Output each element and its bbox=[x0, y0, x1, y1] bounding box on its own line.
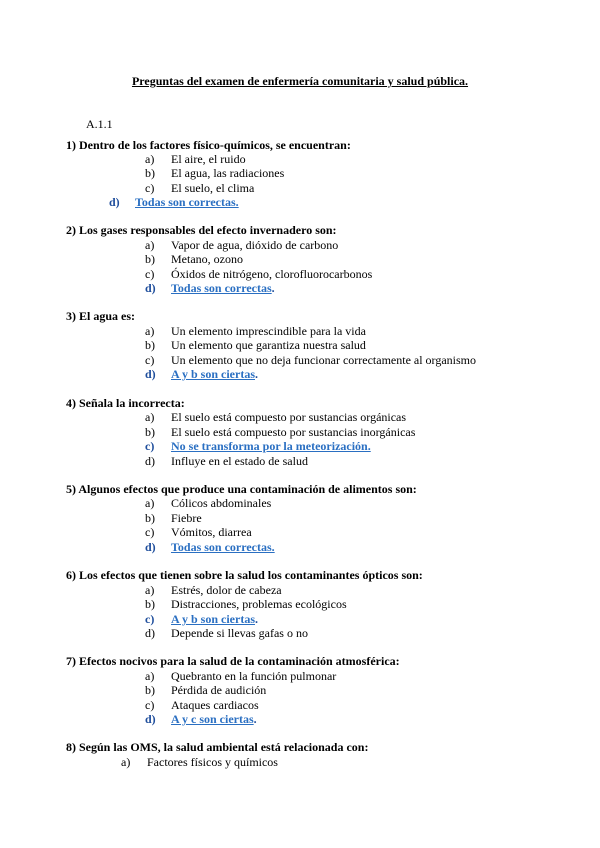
option-text: El agua, las radiaciones bbox=[171, 166, 285, 180]
option-letter: a) bbox=[145, 583, 155, 597]
q2-option-a bbox=[145, 238, 338, 253]
option-letter: b) bbox=[145, 252, 155, 266]
question-8: 8) Según las OMS, la salud ambiental está relacionada con: bbox=[66, 740, 369, 754]
option-letter: a) bbox=[121, 755, 131, 769]
question-5: 5) Algunos efectos que produce una contaminación de alimentos son: bbox=[66, 482, 417, 496]
option-letter: b) bbox=[145, 683, 155, 697]
option-letter: c) bbox=[145, 181, 155, 195]
q7-option-c bbox=[145, 698, 259, 713]
q1-option-a bbox=[145, 152, 246, 167]
option-letter: d) bbox=[145, 626, 155, 640]
correct-answer-link[interactable]: Todas son correctas bbox=[171, 281, 272, 295]
option-text: Factores físicos y químicos bbox=[147, 755, 278, 769]
q1-option-b bbox=[145, 166, 284, 181]
option-text: Pérdida de audición bbox=[171, 683, 267, 697]
q5-option-d bbox=[145, 540, 275, 555]
option-letter: a) bbox=[145, 238, 155, 252]
correct-answer-link[interactable]: A y b son ciertas bbox=[171, 367, 255, 381]
option-letter: c) bbox=[145, 612, 155, 626]
q3-option-c bbox=[145, 353, 476, 368]
option-text: Ataques cardiacos bbox=[171, 698, 259, 712]
q3-option-b bbox=[145, 338, 366, 353]
option-letter: a) bbox=[145, 669, 155, 683]
correct-answer-link[interactable]: Todas son correctas. bbox=[171, 540, 275, 554]
option-letter: a) bbox=[145, 152, 155, 166]
q6-option-d bbox=[145, 626, 308, 641]
option-letter: b) bbox=[145, 425, 155, 439]
option-letter: a) bbox=[145, 410, 155, 424]
q6-option-b bbox=[145, 597, 347, 612]
section-code: A.1.1 bbox=[86, 117, 113, 131]
option-letter: c) bbox=[145, 525, 155, 539]
option-text: Un elemento imprescindible para la vida bbox=[171, 324, 366, 338]
option-letter: b) bbox=[145, 166, 155, 180]
question-2: 2) Los gases responsables del efecto invernadero son: bbox=[66, 223, 337, 237]
option-letter: b) bbox=[145, 511, 155, 525]
option-text: Metano, ozono bbox=[171, 252, 243, 266]
option-letter: d) bbox=[145, 281, 156, 295]
q7-option-b bbox=[145, 683, 266, 698]
question-1: 1) Dentro de los factores físico-químicos, se encuentran: bbox=[66, 138, 351, 152]
option-letter: c) bbox=[145, 267, 155, 281]
q2-option-d: d) Todas son correctas. bbox=[145, 281, 275, 295]
option-letter: c) bbox=[145, 698, 155, 712]
document-title: Preguntas del examen de enfermería comunitaria y salud pública. bbox=[131, 74, 469, 88]
q8-option-a bbox=[121, 755, 278, 770]
question-4: 4) Señala la incorrecta: bbox=[66, 396, 185, 410]
option-text: Vómitos, diarrea bbox=[171, 525, 252, 539]
option-text: Un elemento que garantiza nuestra salud bbox=[171, 338, 366, 352]
q5-option-b bbox=[145, 511, 202, 526]
option-letter: d) bbox=[145, 454, 155, 468]
option-text: Vapor de agua, dióxido de carbono bbox=[171, 238, 339, 252]
correct-answer-link[interactable]: A y b son ciertas bbox=[171, 612, 255, 626]
question-3: 3) El agua es: bbox=[66, 309, 135, 323]
q5-option-a bbox=[145, 496, 271, 511]
correct-answer-link[interactable]: Todas son correctas. bbox=[135, 195, 239, 209]
option-text: Un elemento que no deja funcionar correctamente al organismo bbox=[171, 353, 476, 367]
option-letter: d) bbox=[109, 195, 120, 209]
option-text: Óxidos de nitrógeno, clorofluorocarbonos bbox=[171, 267, 373, 281]
option-letter: c) bbox=[145, 439, 155, 453]
q3-option-a bbox=[145, 324, 366, 339]
option-text: El suelo está compuesto por sustancias orgánicas bbox=[171, 410, 407, 424]
q1-option-d bbox=[109, 195, 239, 210]
correct-answer-link[interactable]: No se transforma por la meteorización. bbox=[171, 439, 371, 453]
option-letter: c) bbox=[145, 353, 155, 367]
q6-option-c: c) A y b son ciertas. bbox=[145, 612, 258, 626]
option-text: Estrés, dolor de cabeza bbox=[171, 583, 282, 597]
option-letter: d) bbox=[145, 540, 156, 554]
q4-option-c bbox=[145, 439, 371, 454]
option-text: Fiebre bbox=[171, 511, 202, 525]
q4-option-a bbox=[145, 410, 406, 425]
q2-option-b bbox=[145, 252, 243, 267]
q4-option-b bbox=[145, 425, 415, 440]
question-7: 7) Efectos nocivos para la salud de la contaminación atmosférica: bbox=[66, 654, 400, 668]
question-6: 6) Los efectos que tienen sobre la salud los contaminantes ópticos son: bbox=[66, 568, 423, 582]
q7-option-d: d) A y c son ciertas. bbox=[145, 712, 257, 726]
option-text: Influye en el estado de salud bbox=[171, 454, 308, 468]
option-letter: d) bbox=[145, 712, 156, 726]
option-letter: b) bbox=[145, 597, 155, 611]
q2-option-c bbox=[145, 267, 372, 282]
option-text: Quebranto en la función pulmonar bbox=[171, 669, 337, 683]
option-text: Depende si llevas gafas o no bbox=[171, 626, 308, 640]
option-text: El suelo, el clima bbox=[171, 181, 255, 195]
option-letter: a) bbox=[145, 496, 155, 510]
option-text: El suelo está compuesto por sustancias inorgánicas bbox=[171, 425, 416, 439]
q5-option-c bbox=[145, 525, 252, 540]
q4-option-d bbox=[145, 454, 308, 469]
q6-option-a bbox=[145, 583, 282, 598]
option-text: Cólicos abdominales bbox=[171, 496, 272, 510]
q7-option-a bbox=[145, 669, 336, 684]
option-letter: b) bbox=[145, 338, 155, 352]
q3-option-d: d) A y b son ciertas. bbox=[145, 367, 258, 381]
option-text: Distracciones, problemas ecológicos bbox=[171, 597, 347, 611]
q1-option-c bbox=[145, 181, 254, 196]
option-letter: a) bbox=[145, 324, 155, 338]
option-letter: d) bbox=[145, 367, 156, 381]
correct-answer-link[interactable]: A y c son ciertas bbox=[171, 712, 254, 726]
option-text: El aire, el ruido bbox=[171, 152, 246, 166]
